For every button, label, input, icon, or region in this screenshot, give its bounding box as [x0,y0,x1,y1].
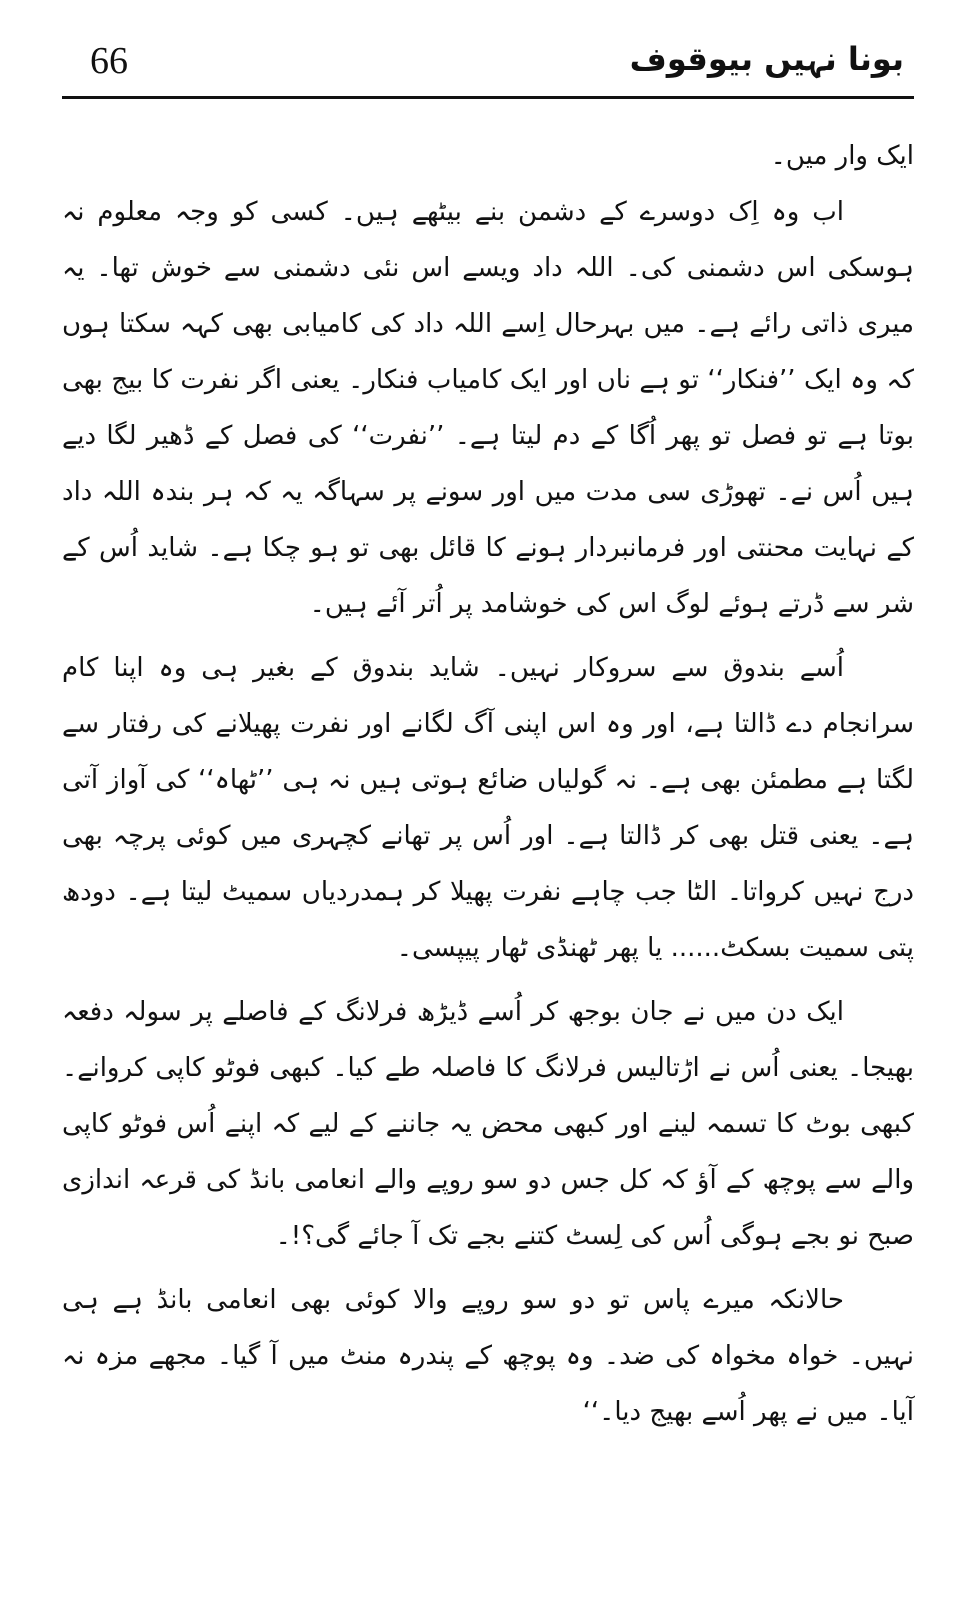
page-header [62,34,914,100]
paragraph-errand: ایک دن میں نے جان بوجھ کر اُسے ڈیڑھ فرلانگ کے فاصلے پر سولہ دفعہ بھیجا۔ یعنی اُس نے اڑتالیس فرلانگ کا فاصلہ طے کیا۔ کبھی فوٹو کاپی کروانے۔ کبھی بوٹ کا تسمہ لینے اور کبھی محض یہ جاننے کے لیے کہ اپنے اُس فوٹو کاپی والے سے پوچھ کے آؤ کہ کل جس دو سو روپے والے انعامی بانڈ کی قرعہ اندازی صبح نو بجے ہوگی اُس کی لِسٹ کتنے بجے تک آ جائے گی؟!۔ [62,997,914,1251]
paragraph-gun: اُسے بندوق سے سروکار نہیں۔ شاید بندوق کے بغیر ہی وہ اپنا کام سرانجام دے ڈالتا ہے، اور وہ اس اپنی آگ لگانے اور نفرت پھیلانے کی رفتار سے لگتا ہے مطمئن بھی ہے۔ نہ گولیاں ضائع ہوتی ہیں نہ ہی ’’ٹھاہ‘‘ کی آواز آتی ہے۔ یعنی قتل بھی کر ڈالتا ہے۔ اور اُس پر تھانے کچہری میں کوئی پرچہ بھی درج نہیں کرواتا۔ الٹا جب چاہے نفرت پھیلا کر ہمدردیاں سمیٹ لیتا ہے۔ دودھ پتی سمیت بسکٹ...... یا پھر ٹھنڈی ٹھار پیپسی۔ [62,653,914,963]
page-number: 66 [90,40,128,82]
paragraph-opening: ایک وار میں۔ [770,141,914,171]
paragraph-enmity: اب وہ اِک دوسرے کے دشمن بنے بیٹھے ہیں۔ کسی کو وجہ معلوم نہ ہوسکی اس دشمنی کی۔ اللہ داد ویسے اس نئی دشمنی سے خوش تھا۔ یہ میری ذاتی رائے ہے۔ میں بہرحال اِسے اللہ داد کی کامیابی بھی کہہ سکتا ہوں کہ وہ ایک ’’فنکار‘‘ تو ہے ناں اور ایک کامیاب فنکار۔ یعنی اگر نفرت کا بیج بھی بوتا ہے تو فصل تو پھر اُگا کے دم لیتا ہے۔ ’’نفرت‘‘ کی فصل کے ڈھیر لگا دیے ہیں اُس نے۔ تھوڑی سی مدت میں اور سونے پر سہاگہ یہ کہ ہر بندہ اللہ داد کے نہایت محنتی اور فرمانبردار ہونے کا قائل بھی تو ہو چکا ہے۔ شاید اُس کے شر سے ڈرتے ہوئے لوگ اس کی خوشامد پر اُتر آئے ہیں۔ [62,197,914,619]
page-body [62,128,914,1440]
header-divider [62,96,914,99]
book-title: بونا نہیں بیوقوف [629,40,904,78]
paragraph-prize-bond: حالانکہ میرے پاس تو دو سو روپے والا کوئی بھی انعامی بانڈ ہے ہی نہیں۔ خواہ مخواہ کی ضد۔ وہ پوچھ کے پندرہ منٹ میں آ گیا۔ مجھے مزہ نہ آیا۔ میں نے پھر اُسے بھیج دیا۔‘‘ [62,1285,914,1427]
